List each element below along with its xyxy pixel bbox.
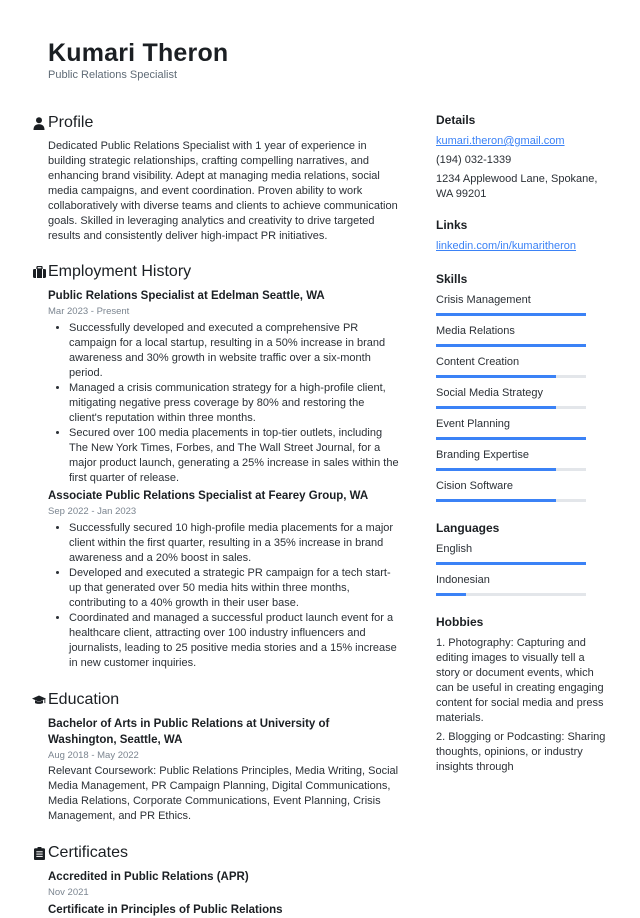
sidebar — [436, 112, 606, 775]
level-label: Content Creation — [436, 356, 520, 368]
job-bullet: • Successfully developed and executed a comprehensive PR campaign for a local startup, resulting in a 50% increase in brand awareness and 30% growth in website traffic over a six-month period. — [69, 321, 400, 381]
level-item — [436, 386, 606, 409]
job-bullet: • Developed and executed a strategic PR campaign for a tech start-up that generated over 50 media hits within three months, contributing to a 40% growth in their user base. — [69, 566, 400, 611]
hobby-item: 2. Blogging or Podcasting: Sharing thoughts, opinions, or industry insights through — [436, 731, 606, 773]
certificate-icon — [30, 846, 48, 860]
job-entry — [30, 488, 400, 671]
profile-heading — [30, 112, 400, 134]
level-bar-fill — [436, 375, 556, 378]
level-item — [436, 324, 606, 347]
level-bar — [436, 375, 586, 378]
level-bar-fill — [436, 437, 586, 440]
level-label: Crisis Management — [436, 294, 531, 306]
certificate-entry — [30, 869, 400, 899]
degree-date: Aug 2018 - May 2022 — [48, 750, 139, 761]
job-title: Public Relations Specialist at Edelman Seattle, WA — [48, 290, 325, 302]
job-date: Sep 2022 - Jan 2023 — [48, 506, 137, 517]
level-label: Event Planning — [436, 418, 510, 430]
employment-section — [30, 261, 400, 671]
hobbies-section — [436, 614, 606, 775]
level-bar — [436, 468, 586, 471]
languages-section — [436, 520, 606, 596]
resume-header — [48, 38, 228, 81]
job-bullets — [48, 521, 400, 671]
level-item — [436, 293, 606, 316]
employment-title: Employment History — [48, 263, 192, 280]
address-text: 1234 Applewood Lane, Spokane, WA 99201 — [436, 173, 598, 200]
certificates-heading — [30, 842, 400, 864]
level-bar — [436, 593, 586, 596]
graduation-cap-icon — [30, 693, 48, 707]
education-title: Education — [48, 691, 120, 708]
degree-title: Bachelor of Arts in Public Relations at University of Washington, Seattle, WA — [48, 718, 330, 746]
level-bar — [436, 499, 586, 502]
linkedin-link[interactable]: linkedin.com/in/kumaritheron — [436, 240, 577, 252]
level-bar-fill — [436, 468, 556, 471]
links-title: Links — [436, 218, 468, 232]
main-column — [30, 112, 400, 918]
certificate-date: Nov 2021 — [48, 887, 89, 898]
level-bar-fill — [436, 593, 466, 596]
languages-title: Languages — [436, 521, 500, 535]
skills-section — [436, 271, 606, 502]
level-bar-fill — [436, 344, 586, 347]
phone-text: (194) 032-1339 — [436, 154, 512, 166]
level-label: Social Media Strategy — [436, 387, 543, 399]
level-item — [436, 417, 606, 440]
job-bullet: • Coordinated and managed a successful product launch event for a healthcare client, attracting over 100 industry influencers and journalists, leading to 25 positive media stories and a 15% increase in new customer inquiries. — [69, 611, 400, 671]
languages-list — [436, 542, 606, 596]
job-entry — [30, 288, 400, 486]
level-label: English — [436, 543, 473, 555]
certificate-entry — [30, 902, 400, 918]
education-heading — [30, 689, 400, 711]
level-label: Cision Software — [436, 480, 514, 492]
details-section — [436, 112, 606, 202]
level-item — [436, 479, 606, 502]
level-item — [436, 542, 606, 565]
level-item — [436, 573, 606, 596]
candidate-title: Public Relations Specialist — [48, 69, 178, 81]
candidate-name: Kumari Theron — [48, 39, 229, 67]
profile-title: Profile — [48, 114, 94, 131]
level-item — [436, 448, 606, 471]
hobby-item: 1. Photography: Capturing and editing images to visually tell a story or document events, which can be useful in creating engaging content for social media and press materials. — [436, 637, 604, 724]
job-bullet: • Successfully secured 10 high-profile media placements for a major client within the first quarter, resulting in a 35% increase in brand awareness and a 20% boost in sales. — [69, 521, 400, 566]
level-bar — [436, 313, 586, 316]
education-entry — [30, 716, 400, 824]
level-bar-fill — [436, 499, 556, 502]
level-item — [436, 355, 606, 378]
skills-title: Skills — [436, 272, 468, 286]
certificate-title: Accredited in Public Relations (APR) — [48, 871, 249, 883]
profile-summary: Dedicated Public Relations Specialist with 1 year of experience in building strategic relationships, crafting compelling narratives, and enhancing brand visibility. Adept at managing media relations, social media campaigns, and event coordination. Proven ability to work collaboratively with diverse teams and clients to achieve communication goals. Skilled in leveraging analytics and creativity to drive targeted results and consistently deliver high-impact PR initiatives. — [48, 140, 398, 242]
coursework-text: Relevant Coursework: Public Relations Principles, Media Writing, Social Media Management, PR Campaign Planning, Digital Communications, Media Relations, Corporate Communications, Event Planning, Crisis Management, and PR Ethics. — [48, 765, 399, 822]
level-label: Media Relations — [436, 325, 515, 337]
level-bar — [436, 437, 586, 440]
level-bar-fill — [436, 313, 586, 316]
skills-list — [436, 293, 606, 502]
links-section — [436, 217, 606, 254]
job-bullet: • Managed a crisis communication strategy for a high-profile client, mitigating negative press coverage by 80% and restoring the client's reputation within three months. — [69, 381, 400, 426]
certificates-section — [30, 842, 400, 918]
level-bar — [436, 562, 586, 565]
level-bar — [436, 406, 586, 409]
certificate-title: Certificate in Principles of Public Relations — [48, 904, 283, 916]
level-label: Branding Expertise — [436, 449, 529, 461]
profile-section — [30, 112, 400, 244]
job-title: Associate Public Relations Specialist at Fearey Group, WA — [48, 490, 369, 502]
job-date: Mar 2023 - Present — [48, 306, 130, 317]
level-bar — [436, 344, 586, 347]
level-bar-fill — [436, 562, 586, 565]
certificates-title: Certificates — [48, 844, 129, 861]
education-section — [30, 689, 400, 824]
job-bullet: • Secured over 100 media placements in top-tier outlets, including The New York Times, Forbes, and The Wall Street Journal, for a major product launch, generating a 25% increase in sales within the first quarter of release. — [69, 426, 400, 486]
level-bar-fill — [436, 406, 556, 409]
email-link[interactable]: kumari.theron@gmail.com — [436, 135, 565, 147]
hobbies-title: Hobbies — [436, 615, 484, 629]
employment-heading — [30, 261, 400, 283]
person-icon — [30, 116, 48, 130]
level-label: Indonesian — [436, 574, 490, 586]
details-title: Details — [436, 113, 476, 127]
job-bullets — [48, 321, 400, 486]
briefcase-icon — [30, 265, 48, 279]
